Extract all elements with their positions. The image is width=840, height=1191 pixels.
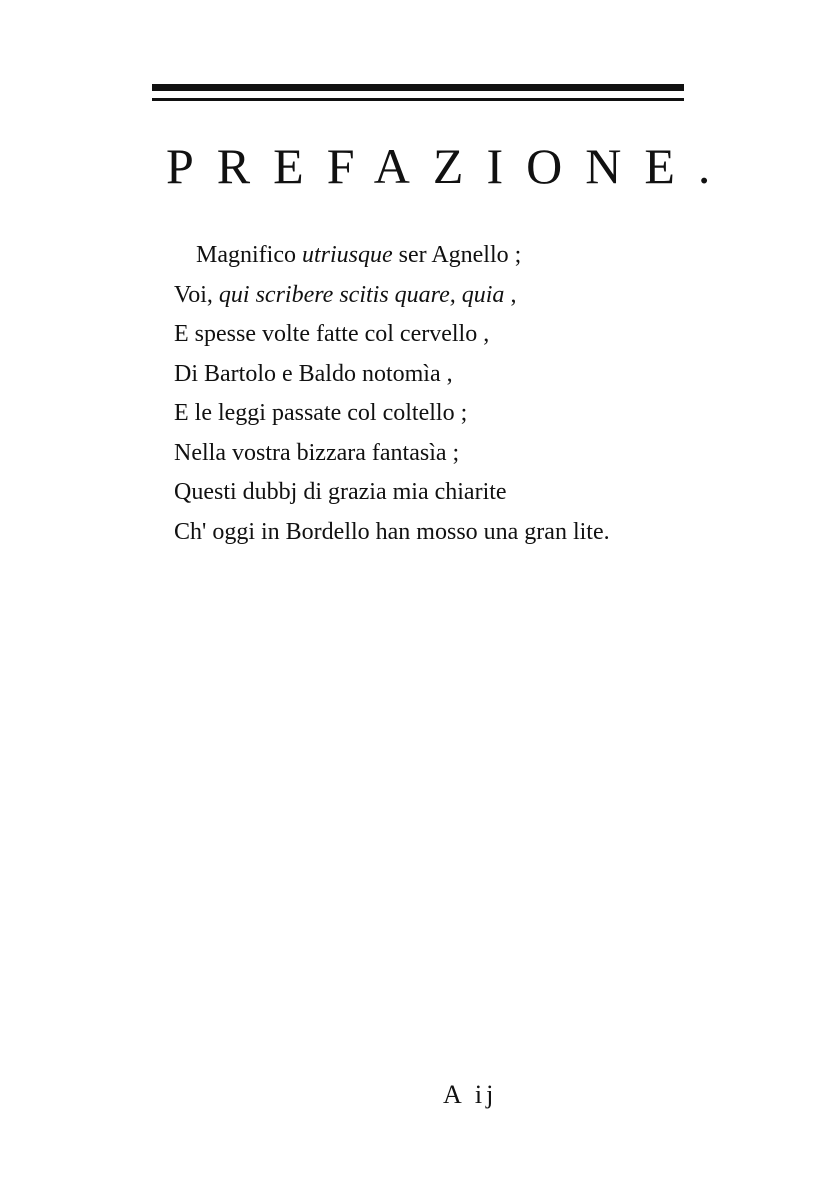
verse-line <box>174 315 674 355</box>
verse-italic-text: utriusque <box>301 242 393 268</box>
verse-text: Nella vostra bizzara fantasìa ; <box>174 439 460 466</box>
verse-text: ser Agnello ; <box>392 242 522 268</box>
page-signature: A ij <box>443 1080 498 1109</box>
verse-line <box>174 513 674 553</box>
verse-line <box>174 236 674 276</box>
header-rule-thick <box>152 84 684 91</box>
verse-text: Di Bartolo e Baldo notomìa , <box>174 360 453 387</box>
verse-line <box>174 434 674 474</box>
verse-text: Ch' oggi in Bordello han mosso una gran lite. <box>174 518 610 545</box>
verse-text: Voi, <box>174 281 219 308</box>
verse-line <box>174 394 674 434</box>
verse-text: , <box>504 281 517 308</box>
verse-line <box>174 355 674 395</box>
verse-text: Questi dubbj di grazia mia chiarite <box>174 479 507 505</box>
page-title: PREFAZIONE. <box>166 138 734 194</box>
verse-italic-text: qui scribere scitis quare, quia <box>218 281 505 308</box>
verse-text: E spesse volte fatte col cervello , <box>174 321 490 347</box>
verse-text: E le leggi passate col coltello ; <box>174 400 468 426</box>
verse-stanza <box>174 236 674 552</box>
header-rule-thin <box>152 98 684 101</box>
verse-text: Magnifico <box>196 242 302 268</box>
verse-line <box>174 276 674 316</box>
verse-line <box>174 473 674 513</box>
